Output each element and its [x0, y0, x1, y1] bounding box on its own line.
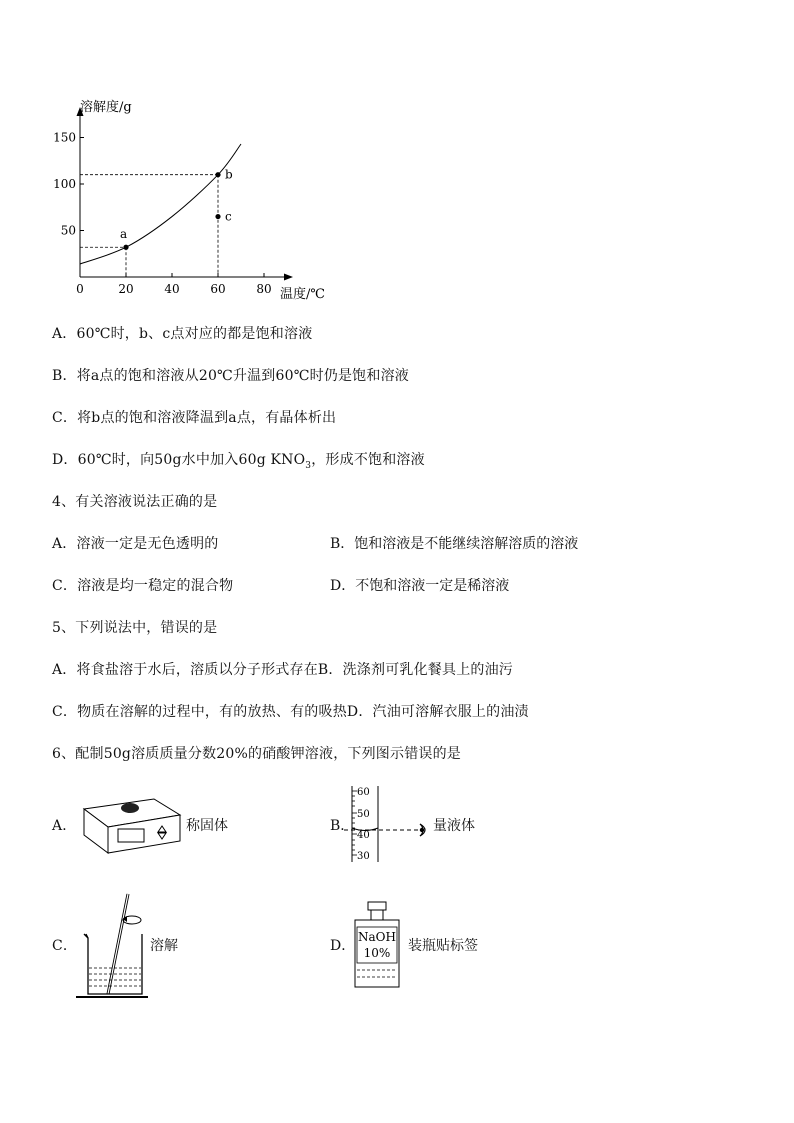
- q6-option-c-caption: 溶解: [150, 938, 178, 954]
- point-b: [215, 172, 220, 177]
- q3-option-d-subscript: 3: [305, 460, 312, 471]
- x-tick-label-40: 40: [164, 282, 180, 296]
- q4-option-c: C．溶液是均一稳定的混合物: [52, 578, 234, 594]
- cylinder-ticks: [352, 791, 357, 855]
- q3-option-d-text: D．60℃时，向50g水中加入60g KNO: [52, 452, 306, 468]
- solubility-chart: [40, 95, 340, 305]
- point-c: [215, 214, 220, 219]
- q6-option-d-letter: D．: [330, 938, 356, 954]
- dashed-guides: [80, 175, 218, 277]
- eye-icon: [420, 824, 425, 836]
- y-tick-label-50: 50: [60, 223, 76, 238]
- q5-stem: 5、下列说法中，错误的是: [52, 620, 218, 636]
- q6-option-b-caption: 量液体: [433, 818, 475, 834]
- q3-option-d-tail: ，形成不饱和溶液: [311, 452, 425, 468]
- q4-option-a: A．溶液一定是无色透明的: [52, 536, 219, 552]
- x-tick-label-80: 80: [256, 282, 272, 296]
- beaker-figure: [74, 890, 154, 1002]
- q6-option-d-caption: 装瓶贴标签: [408, 938, 478, 954]
- y-ticks: [53, 131, 84, 238]
- x-axis-label: 温度/℃: [280, 287, 325, 302]
- cylinder-mark-60: 60: [357, 787, 370, 798]
- bottle-neck: [371, 910, 383, 920]
- cylinder-mark-30: 30: [357, 851, 370, 862]
- balance-display: [118, 829, 144, 842]
- point-a: [123, 245, 128, 250]
- q4-option-d: D．不饱和溶液一定是稀溶液: [330, 578, 510, 594]
- cylinder-figure: [340, 784, 436, 864]
- bottle-label-concentration: 10%: [363, 946, 391, 960]
- q6-option-a-letter: A．: [52, 818, 77, 834]
- x-ticks: [76, 273, 271, 296]
- y-axis-label: 溶解度/g: [80, 100, 132, 115]
- solubility-curve: [80, 144, 241, 264]
- bottle-figure: [350, 900, 404, 990]
- weighed-solid: [121, 803, 139, 813]
- q3-option-c: C．将b点的饱和溶液降温到a点，有晶体析出: [52, 410, 337, 426]
- q4-option-b: B．饱和溶液是不能继续溶解溶质的溶液: [330, 536, 579, 552]
- q6-option-c-letter: C．: [52, 938, 78, 954]
- y-tick-label-150: 150: [53, 130, 76, 145]
- cylinder-mark-50: 50: [357, 809, 370, 820]
- x-tick-label-0: 0: [76, 282, 84, 296]
- cylinder-mark-40: 40: [357, 830, 370, 841]
- q3-option-d: [52, 449, 425, 471]
- q4-stem: 4、有关溶液说法正确的是: [52, 494, 218, 510]
- balance-figure: [80, 795, 184, 857]
- y-tick-label-100: 100: [53, 177, 76, 191]
- bottle-label-substance: NaOH: [358, 930, 396, 944]
- q6-stem: 6、配制50g溶质质量分数20%的硝酸钾溶液，下列图示错误的是: [52, 746, 461, 762]
- point-label-c: c: [225, 209, 232, 224]
- solution-level: [89, 968, 141, 986]
- x-axis-arrow: [284, 274, 293, 281]
- x-tick-label-20: 20: [118, 282, 134, 296]
- q5-option-ab: A．将食盐溶于水后，溶质以分子形式存在B．洗涤剂可乳化餐具上的油污: [52, 662, 513, 678]
- point-label-b: b: [225, 167, 233, 182]
- q3-option-a: A．60℃时，b、c点对应的都是饱和溶液: [52, 326, 313, 342]
- x-tick-label-60: 60: [210, 282, 226, 296]
- bottle-stopper: [368, 902, 386, 910]
- data-points: [120, 168, 233, 250]
- q6-option-a-caption: 称固体: [186, 818, 228, 834]
- point-label-a: a: [120, 227, 128, 242]
- q6-option-b-letter: B．: [330, 818, 355, 834]
- q5-option-cd: C．物质在溶解的过程中，有的放热、有的吸热D．汽油可溶解衣服上的油渍: [52, 704, 529, 720]
- q3-option-b: B．将a点的饱和溶液从20℃升温到60℃时仍是饱和溶液: [52, 368, 409, 384]
